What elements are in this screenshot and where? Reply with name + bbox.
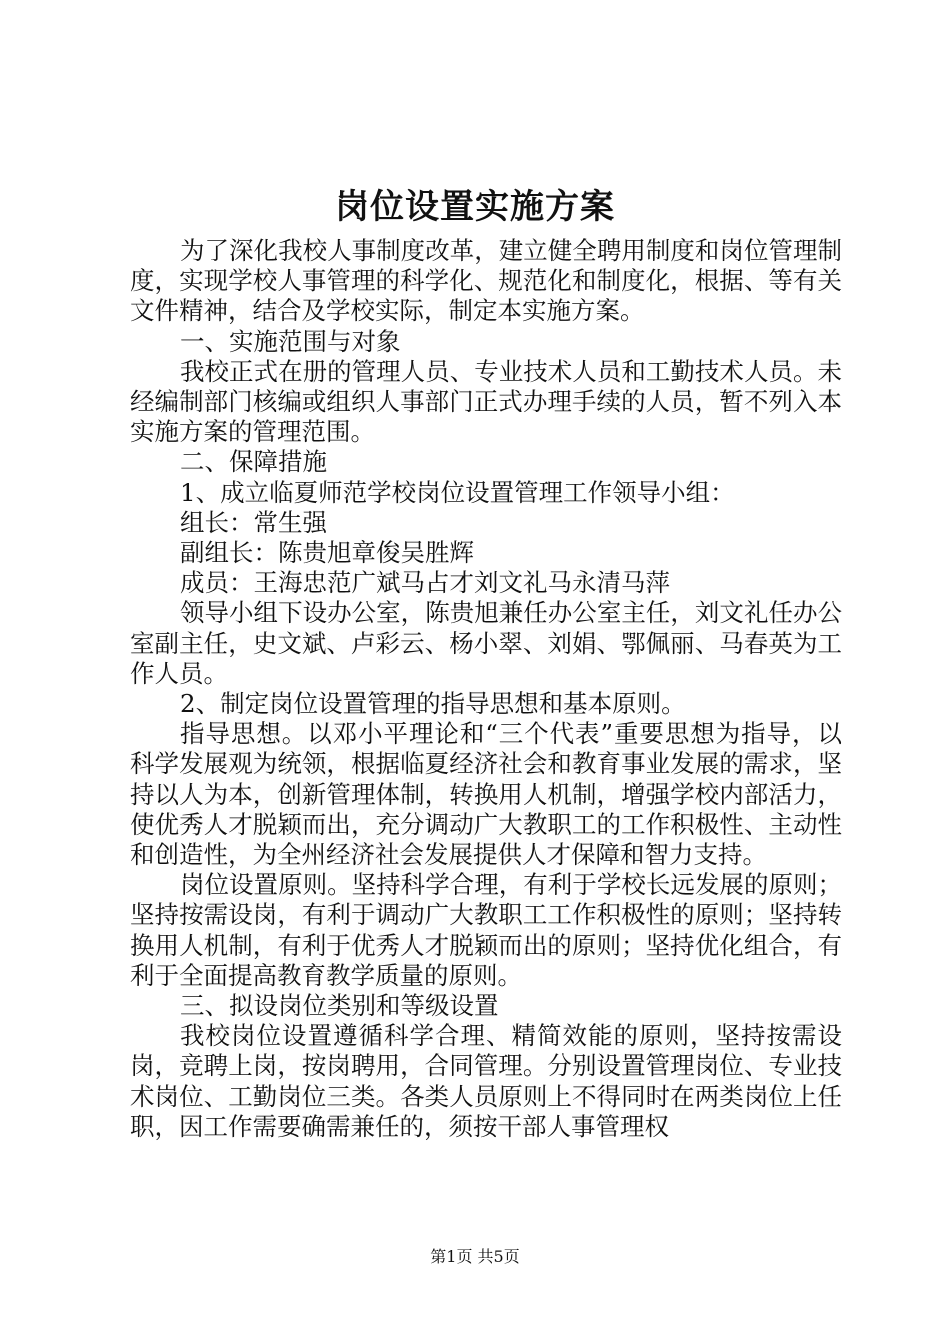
paragraph-group-leader: 组长：常生强 — [180, 507, 327, 537]
section-heading-scope: 一、实施范围与对象 — [180, 326, 401, 356]
paragraph-principles-heading: 2、制定岗位设置管理的指导思想和基本原则。 — [180, 689, 686, 719]
document-title: 岗位设置实施方案 — [335, 187, 615, 227]
paragraph-scope: 我校正式在册的管理人员、专业技术人员和工勤技术人员。未经编制部门核编或组织人事部门正式办理手续的人员，暂不列入本实施方案的管理范围。 — [130, 356, 842, 447]
section-heading-categories: 三、拟设岗位类别和等级设置 — [180, 991, 499, 1021]
paragraph-leading-group: 1、成立临夏师范学校岗位设置管理工作领导小组： — [180, 477, 735, 507]
paragraph-categories: 我校岗位设置遵循科学合理、精简效能的原则，坚持按需设岗，竞聘上岗，按岗聘用，合同管理。分别设置管理岗位、专业技术岗位、工勤岗位三类。各类人员原则上不得同时在两类岗位上任职，因工作需要确需兼任的，须按干部人事管理权 — [130, 1021, 842, 1141]
page-number-footer: 第1页 共5页 — [430, 1247, 520, 1266]
paragraph-deputy-leaders: 副组长：陈贵旭章俊吴胜辉 — [180, 538, 474, 568]
section-heading-measures: 二、保障措施 — [180, 447, 327, 477]
paragraph-setting-principles: 岗位设置原则。坚持科学合理，有利于学校长远发展的原则；坚持按需设岗，有利于调动广大教职工工作积极性的原则；坚持转换用人机制，有利于优秀人才脱颖而出的原则；坚持优化组合，有利于全面提高教育教学质量的原则。 — [130, 870, 842, 990]
paragraph-members: 成员：王海忠范广斌马占才刘文礼马永清马萍 — [180, 568, 670, 598]
paragraph-intro: 为了深化我校人事制度改革，建立健全聘用制度和岗位管理制度，实现学校人事管理的科学化、规范化和制度化，根据、等有关文件精神，结合及学校实际，制定本实施方案。 — [130, 236, 842, 326]
paragraph-guiding-ideology: 指导思想。以邓小平理论和“三个代表”重要思想为指导，以科学发展观为统领，根据临夏经济社会和教育事业发展的需求，坚持以人为本，创新管理体制，转换用人机制，增强学校内部活力，使优秀人才脱颖而出，充分调动广大教职工的工作积极性、主动性和创造性，为全州经济社会发展提供人才保障和智力支持。 — [130, 719, 842, 870]
document-body — [130, 236, 842, 1142]
paragraph-office: 领导小组下设办公室，陈贵旭兼任办公室主任，刘文礼任办公室副主任，史文斌、卢彩云、杨小翠、刘娟、鄂佩丽、马春英为工作人员。 — [130, 598, 842, 688]
